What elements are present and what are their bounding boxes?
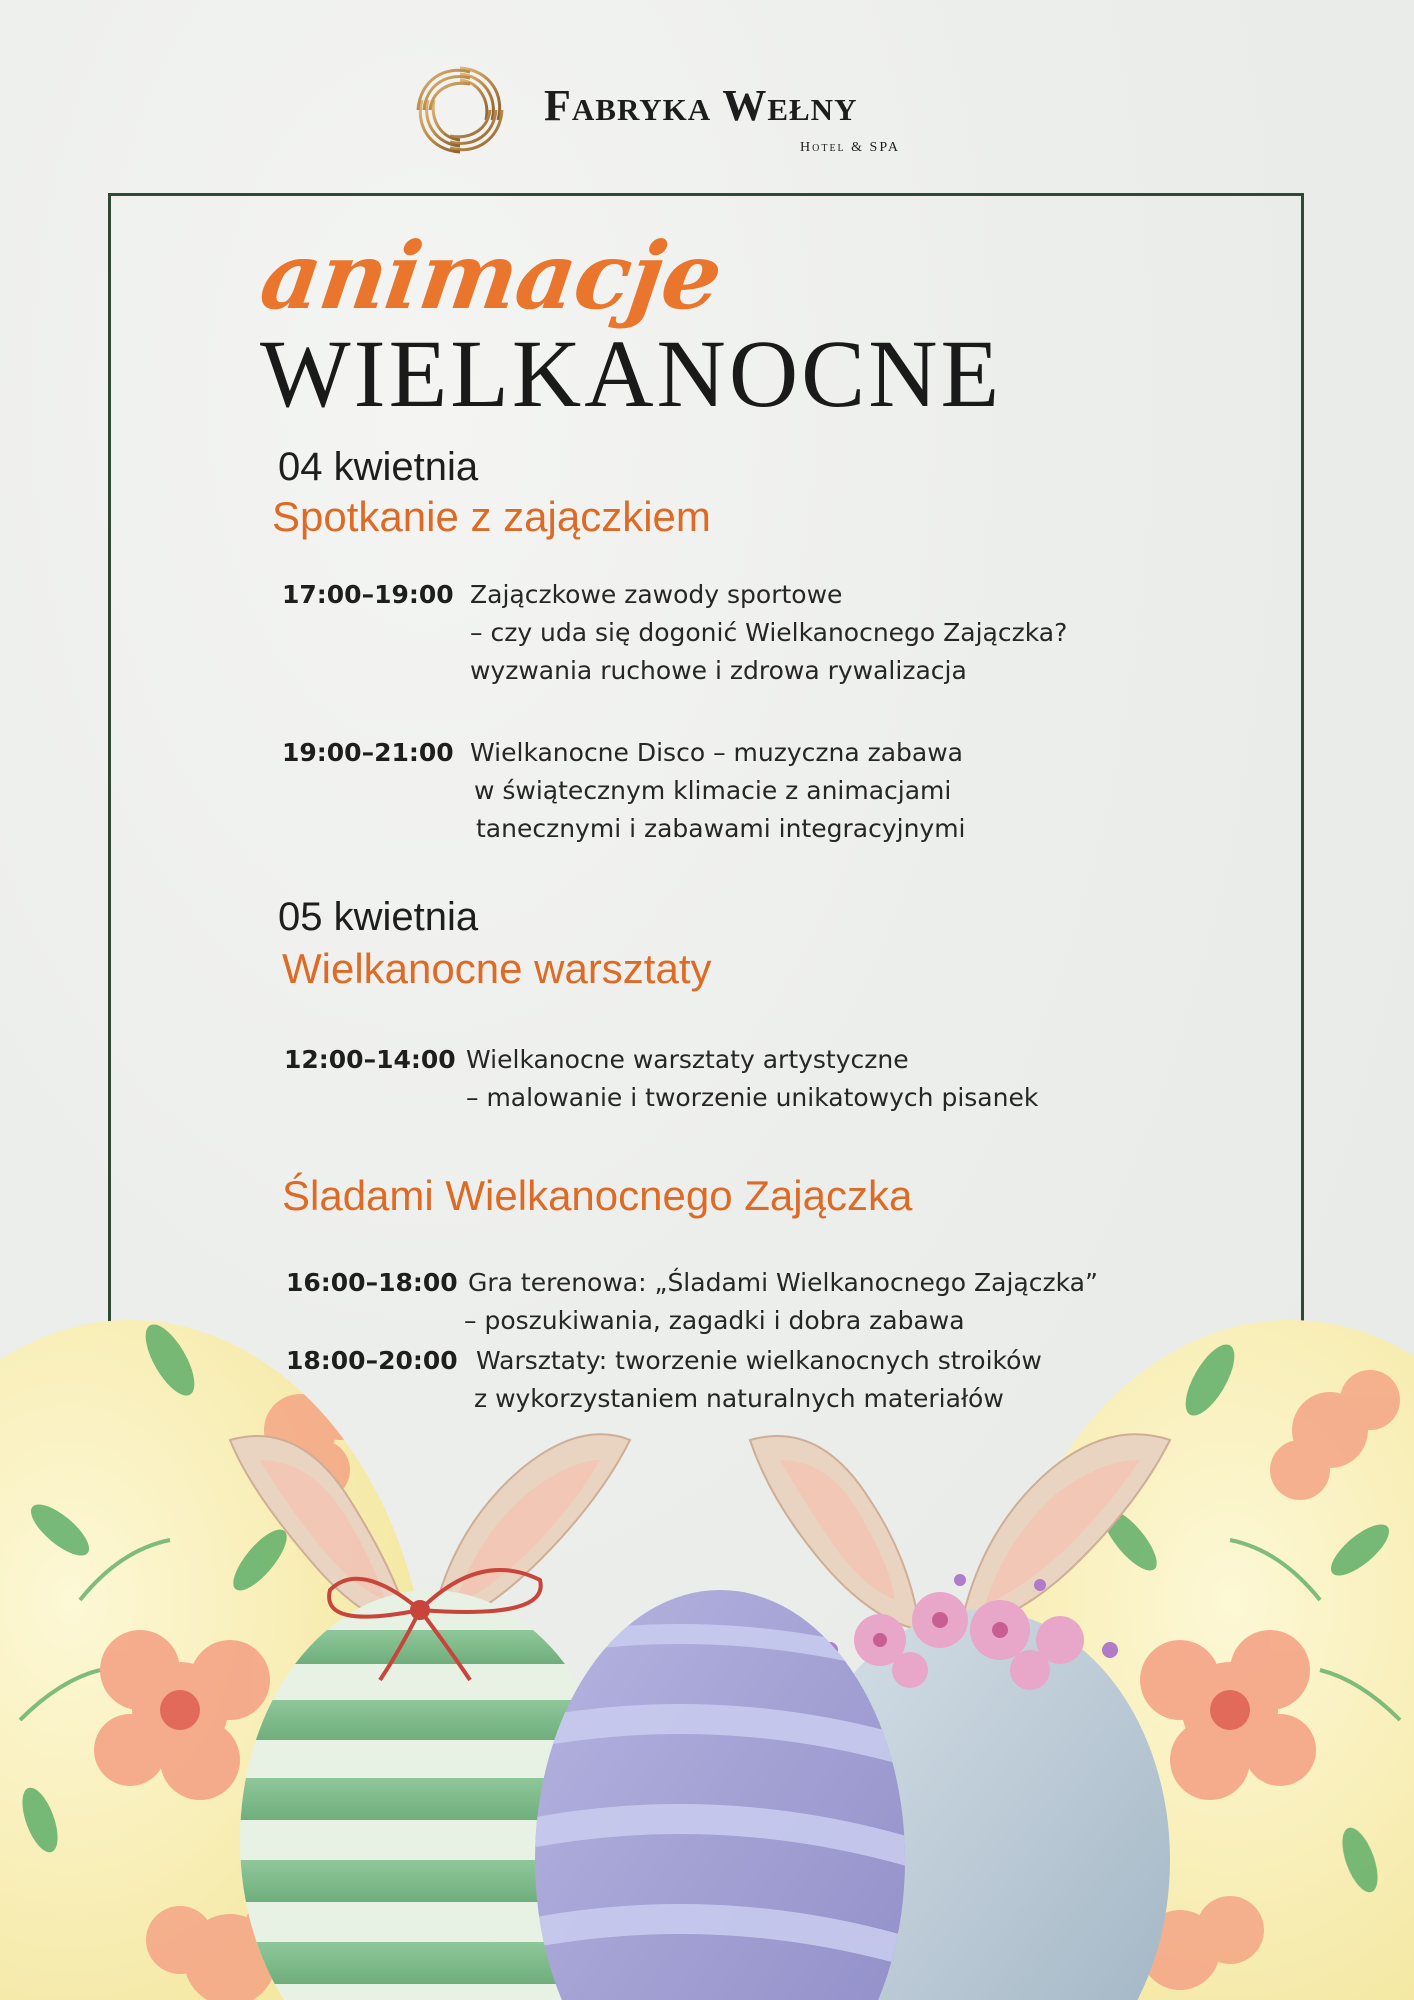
schedule-time: 16:00–18:00 xyxy=(286,1268,458,1297)
schedule-line: w świątecznym klimacie z animacjami xyxy=(474,776,952,805)
title-main: WIELKANOCNE xyxy=(260,320,1003,427)
easter-eggs-illustration xyxy=(0,1300,1414,2000)
schedule-time: 19:00–21:00 xyxy=(282,738,454,767)
brand-name: Fabryka Wełny xyxy=(544,81,858,130)
schedule-line: wyzwania ruchowe i zdrowa rywalizacja xyxy=(470,656,967,685)
day-1-date: 04 kwietnia xyxy=(278,445,479,489)
schedule-line: Wielkanocne Disco – muzyczna zabawa xyxy=(470,738,964,767)
day-3-event: Śladami Wielkanocnego Zajączka xyxy=(282,1172,913,1219)
brand-logo xyxy=(410,60,950,160)
schedule-time: 12:00–14:00 xyxy=(284,1045,456,1074)
schedule-line: – poszukiwania, zagadki i dobra zabawa xyxy=(464,1306,965,1335)
schedule-time: 17:00–19:00 xyxy=(282,580,454,609)
schedule-line: – czy uda się dogonić Wielkanocnego Zajączka? xyxy=(470,618,1068,647)
schedule-line: Warsztaty: tworzenie wielkanocnych stroików xyxy=(476,1346,1042,1375)
brand-subtitle: Hotel & SPA xyxy=(800,140,900,155)
schedule-line: – malowanie i tworzenie unikatowych pisanek xyxy=(466,1083,1039,1112)
title-script: animacje xyxy=(254,222,728,330)
schedule-time: 18:00–20:00 xyxy=(286,1346,458,1375)
day-1-event: Spotkanie z zajączkiem xyxy=(272,493,711,540)
day-2-date: 05 kwietnia xyxy=(278,895,479,939)
wool-swirl-logo-icon xyxy=(410,60,510,160)
schedule-line: tanecznymi i zabawami integracyjnymi xyxy=(476,814,966,843)
schedule-line: Gra terenowa: „Śladami Wielkanocnego Zajączka” xyxy=(468,1268,1098,1297)
day-2-event: Wielkanocne warsztaty xyxy=(282,945,712,992)
schedule-line: Zajączkowe zawody sportowe xyxy=(470,580,843,609)
schedule-line: z wykorzystaniem naturalnych materiałów xyxy=(474,1384,1004,1413)
schedule-line: Wielkanocne warsztaty artystyczne xyxy=(466,1045,909,1074)
